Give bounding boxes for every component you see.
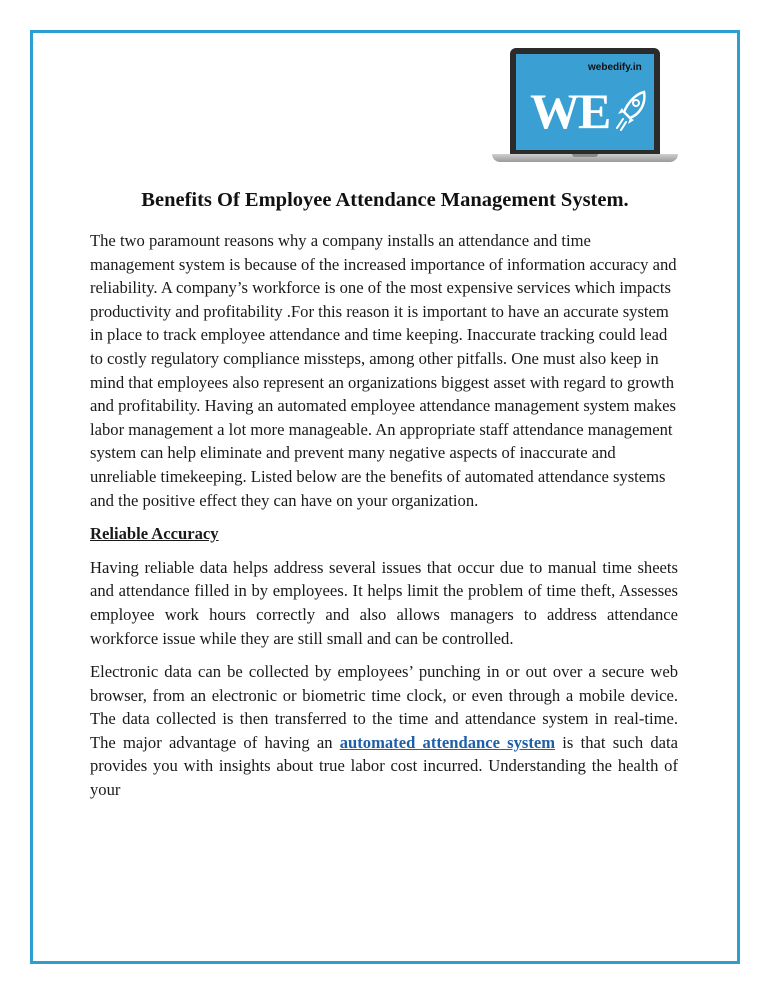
paragraph-text-before-link: Electronic data can be collected by employees’ punching in or out over a secure web browser, from an electronic or biometric time clock, or even through a mobile device. The data collected is then transferred to the time and attendance system in real-time. The major advantage of having an: [90, 662, 678, 752]
paragraph-text-after-link: is that such data provides you with insights about true labor cost incurred. Understanding the health of your: [90, 732, 678, 800]
document-body: [90, 229, 678, 812]
intro-paragraph: The two paramount reasons why a company installs an attendance and time management system is because of the increased importance of information accuracy and reliability. A company’s workforce is one of the most expensive services which impacts productivity and profitability .For this reason it is important to have an accurate system in place to track employee attendance and time keeping. Inaccurate tracking could lead to costly regulatory compliance missteps, among other pitfalls. One must also keep in mind that employees also represent an organizations biggest asset with regard to growth and profitability. Having an automated employee attendance management system makes labor management a lot more manageable. An appropriate staff attendance management system can help eliminate and prevent many negative aspects of inaccurate and unreliable timekeeping. Listed below are the benefits of automated attendance systems and the positive effect they can have on your organization.: [90, 231, 677, 510]
laptop-notch: [572, 154, 598, 157]
rocket-icon: [614, 88, 650, 132]
laptop-screen: [510, 48, 660, 154]
section-heading-reliable-accuracy: Reliable Accuracy: [90, 524, 219, 544]
laptop-display: [516, 54, 654, 150]
webedify-logo: [492, 48, 678, 166]
logo-mark-text: WE: [530, 83, 610, 139]
reliable-accuracy-paragraph: Having reliable data helps address several issues that occur due to manual time sheets and attendance filled in by employees. It helps limit the problem of time theft, Assesses employee work hours correctly and also allows managers to address attendance workforce issue while they are still small and can be controlled.: [90, 557, 678, 648]
electronic-data-paragraph: [90, 660, 678, 802]
logo-domain-text: webedify.in: [588, 62, 642, 73]
document-title: Benefits Of Employee Attendance Management System.: [141, 189, 629, 211]
automated-attendance-system-link[interactable]: automated attendance system: [339, 732, 556, 752]
